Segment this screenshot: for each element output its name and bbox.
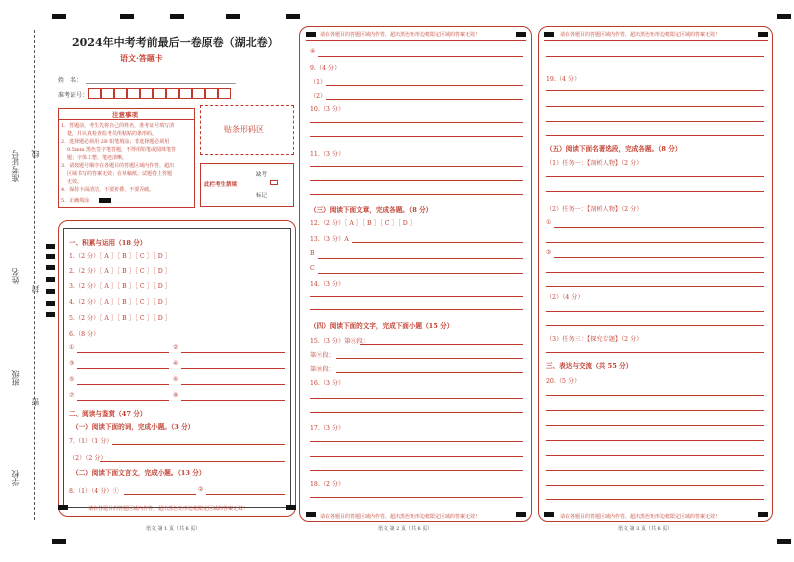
subsection-1-title: （一）阅读下面的词，完成小题。（3 分）	[72, 423, 195, 431]
answer-line[interactable]	[206, 494, 285, 495]
page1-footer: 语文 第 1 页（共 6 页）	[146, 526, 201, 532]
name-field[interactable]	[86, 83, 236, 84]
answer-line[interactable]	[310, 180, 523, 181]
answer-line[interactable]	[546, 242, 764, 243]
answer-line[interactable]	[310, 194, 523, 195]
answer-line[interactable]	[77, 352, 169, 353]
side-label-school: 学校	[11, 470, 20, 486]
q9-label: 9.（4 分）	[310, 65, 341, 72]
answer-line[interactable]	[310, 441, 523, 442]
answer-line[interactable]	[336, 372, 523, 373]
q10-label: 10.（3 分）	[310, 106, 345, 113]
answer-line[interactable]	[318, 56, 523, 57]
section-2-title: 二、阅读与鉴赏（47 分）	[69, 410, 147, 418]
answer-line[interactable]	[310, 456, 523, 457]
side-label-exam-id: 准考证号	[11, 150, 20, 182]
answer-line[interactable]	[181, 384, 285, 385]
answer-line[interactable]	[352, 242, 523, 243]
q14-label: 14.（3 分）	[310, 281, 345, 288]
subsection-2-title: （二）阅读下面文言文，完成小题。（13 分）	[72, 469, 206, 477]
position-marker	[777, 14, 791, 19]
answer-line[interactable]	[77, 368, 169, 369]
page3-panel	[538, 26, 773, 522]
answer-line[interactable]	[318, 258, 523, 259]
absent-mark-2: 标记	[256, 193, 268, 199]
subsection-5-title: （五）阅读下面名著选段，完成各题。（8 分）	[546, 145, 682, 153]
q6-label: 6.（8 分）	[69, 331, 100, 338]
answer-line[interactable]	[546, 121, 764, 122]
position-marker	[46, 254, 55, 259]
side-label-seal: 封	[31, 285, 40, 293]
q20-label: 20.（5 分）	[546, 378, 581, 385]
task2-label: （2）任务一：【剖析人物】（2 分）	[546, 206, 643, 213]
absent-label: 此栏考生禁填	[204, 182, 238, 188]
answer-line[interactable]	[546, 286, 764, 287]
answer-line[interactable]	[100, 461, 285, 462]
position-marker	[46, 301, 55, 306]
position-marker	[46, 289, 55, 294]
answer-line[interactable]	[310, 122, 523, 123]
mc-q1[interactable]: 1.（2 分）［ A ］［ B ］［ C ］［ D ］	[69, 253, 171, 260]
answer-line[interactable]	[326, 85, 523, 86]
answer-line[interactable]	[546, 56, 764, 57]
answer-line[interactable]	[112, 444, 285, 445]
name-label: 姓 名：	[58, 77, 83, 84]
q7-1-label: 7.（1）（1 分）	[69, 438, 113, 445]
position-marker	[120, 14, 134, 19]
answer-line[interactable]	[181, 400, 285, 401]
answer-line[interactable]	[546, 352, 764, 353]
task1-label: （1）任务一：【剖析人物】（2 分）	[546, 160, 643, 167]
absent-mark-1: 缺考	[256, 172, 268, 178]
page3-warning-bottom: 请在各题目的答题区域内作答，超出黑色矩形边框限定区域的答案无效！	[560, 514, 721, 520]
page3-warning-top: 请在各题目的答题区域内作答，超出黑色矩形边框限定区域的答案无效！	[560, 32, 721, 38]
side-label-class: 班级	[11, 370, 20, 386]
position-marker	[777, 539, 791, 544]
position-marker	[286, 14, 300, 19]
position-marker	[226, 14, 240, 19]
answer-line[interactable]	[310, 497, 523, 498]
answer-line[interactable]	[310, 398, 523, 399]
mc-q5[interactable]: 5.（2 分）［ A ］［ B ］［ C ］［ D ］	[69, 315, 171, 322]
q11-label: 11.（3 分）	[310, 151, 345, 158]
answer-line[interactable]	[181, 368, 285, 369]
answer-line[interactable]	[546, 455, 764, 456]
answer-line[interactable]	[546, 395, 764, 396]
q7-2-label: （2）（2 分）	[69, 455, 107, 462]
q15-label: 15.（3 分）第⑧段：	[310, 338, 370, 345]
answer-line[interactable]	[310, 412, 523, 413]
answer-line[interactable]	[326, 99, 523, 100]
side-label-name: 姓名	[11, 268, 20, 284]
position-marker	[170, 14, 184, 19]
answer-line[interactable]	[554, 227, 764, 228]
answer-line[interactable]	[310, 470, 523, 471]
page2-warning-top: 请在各题目的答题区域内作答，超出黑色矩形边框限定区域的答案无效！	[320, 32, 481, 38]
answer-line[interactable]	[77, 384, 169, 385]
answer-line[interactable]	[546, 106, 764, 107]
task4-label: （3）任务三：【探究专题】（2 分）	[546, 336, 643, 343]
q18-label: 18.（2 分）	[310, 481, 345, 488]
position-marker	[46, 265, 55, 270]
position-marker	[46, 277, 55, 282]
answer-line[interactable]	[77, 400, 169, 401]
page3-footer: 语文 第 3 页（共 6 页）	[618, 526, 673, 532]
task3-label: （2）（4 分）	[546, 294, 584, 301]
answer-line[interactable]	[546, 499, 764, 500]
page2-warning-bottom: 请在各题目的答题区域内作答，超出黑色矩形边框限定区域的答案无效！	[320, 514, 481, 520]
position-marker	[46, 312, 55, 317]
answer-line[interactable]	[546, 90, 764, 91]
answer-line[interactable]	[546, 470, 764, 471]
id-label: 准考证号：	[58, 92, 89, 99]
answer-line[interactable]	[310, 296, 523, 297]
q19-label: 19.（4 分）	[546, 76, 581, 83]
answer-line[interactable]	[546, 410, 764, 411]
q13-label: 13.（3 分）A	[310, 236, 349, 243]
answer-line[interactable]	[546, 311, 764, 312]
page2-footer: 语文 第 2 页（共 6 页）	[378, 526, 433, 532]
position-marker	[52, 539, 66, 544]
answer-line[interactable]	[546, 325, 764, 326]
absent-checkbox[interactable]	[270, 180, 278, 185]
answer-line[interactable]	[336, 358, 523, 359]
answer-line[interactable]	[310, 166, 523, 167]
section-1-title: 一、积累与运用（18 分）	[69, 239, 147, 247]
answer-line[interactable]	[546, 425, 764, 426]
filled-example	[99, 198, 111, 203]
q17-label: 17.（3 分）	[310, 425, 345, 432]
answer-line[interactable]	[546, 135, 764, 136]
sheet-subtitle: 语文·答题卡	[120, 53, 163, 63]
answer-line[interactable]	[546, 191, 764, 192]
barcode-label: 贴条形码区	[224, 125, 264, 134]
answer-line[interactable]	[318, 273, 523, 274]
answer-line[interactable]	[546, 440, 764, 441]
side-label-dense: 密	[31, 398, 40, 406]
subsection-4-title: （四）阅读下面的文字，完成下面小题（15 分）	[310, 322, 454, 330]
answer-line[interactable]	[546, 176, 764, 177]
position-marker	[52, 14, 66, 19]
mc-q3[interactable]: 3.（2 分）［ A ］［ B ］［ C ］［ D ］	[69, 283, 171, 290]
q12[interactable]: 12.（2 分）［ A ］［ B ］［ C ］［ D ］	[310, 220, 416, 227]
page1-warning: 请在各题目的答题区域内作答，超出黑色矩形边框限定区域的答案无效！	[88, 506, 249, 512]
mc-q2[interactable]: 2.（2 分）［ A ］［ B ］［ C ］［ D ］	[69, 268, 171, 275]
answer-line[interactable]	[310, 136, 523, 137]
answer-line[interactable]	[360, 344, 523, 345]
q16-label: 16.（3 分）	[310, 380, 345, 387]
answer-line[interactable]	[181, 352, 285, 353]
answer-line[interactable]	[124, 494, 196, 495]
page2-panel	[299, 26, 532, 522]
subsection-3-title: （三）阅读下面文章，完成各题。（8 分）	[310, 206, 433, 214]
position-marker	[46, 244, 55, 249]
section-3-title: 三、表达与交流（共 55 分）	[546, 362, 633, 370]
binding-line	[34, 30, 35, 520]
answer-line[interactable]	[546, 485, 764, 486]
q8-label: 8.（1）（4 分）①	[69, 488, 119, 495]
answer-line[interactable]	[310, 309, 523, 310]
mc-q4[interactable]: 4.（2 分）［ A ］［ B ］［ C ］［ D ］	[69, 299, 171, 306]
notice-title: 注意事项	[112, 111, 138, 119]
exam-title: 2024年中考考前最后一卷原卷（湖北卷）	[72, 36, 279, 49]
answer-line[interactable]	[546, 272, 764, 273]
answer-line[interactable]	[554, 257, 764, 258]
side-label-line: 线	[31, 150, 40, 158]
